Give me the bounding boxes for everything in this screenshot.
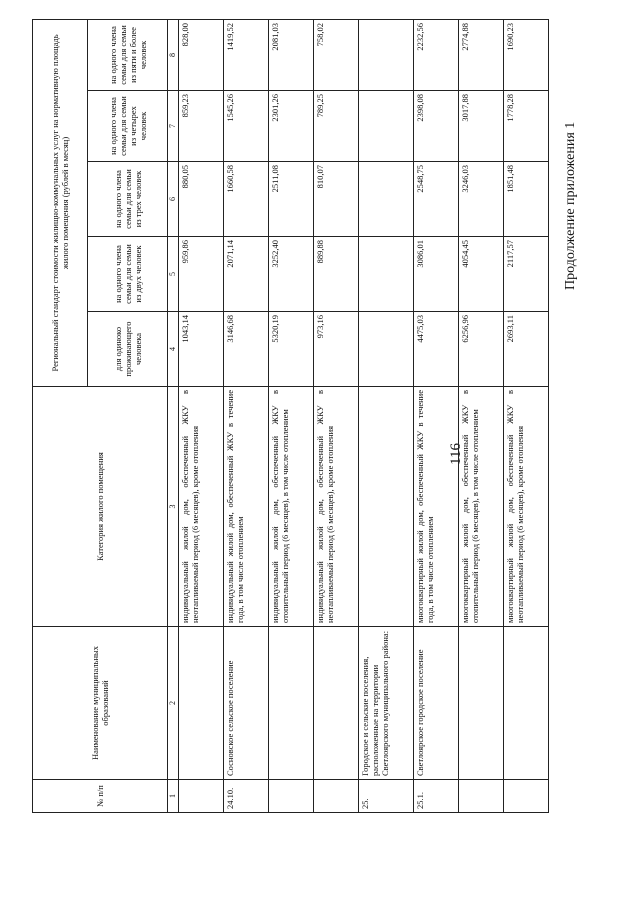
value-family-5: 2232,56 (414, 19, 459, 90)
header-single: для одиноко проживающего человека (88, 312, 168, 387)
row-category: индивидуальный жилой дом, обеспеченный ЖКУ в неотапливаемый период (6 месяцев), кроме отопления (179, 387, 224, 627)
value-single: 4475,03 (414, 312, 459, 387)
value-family-3: 1851,48 (504, 162, 549, 237)
regional-standard-table (32, 19, 549, 813)
row-no (314, 780, 359, 813)
row-municipality (179, 627, 224, 780)
table-row (359, 19, 414, 812)
table-row (224, 19, 269, 812)
row-category: индивидуальный жилой дом, обеспеченный ЖКУ в неотапливаемый период (6 месяцев), кроме отопления (314, 387, 359, 627)
value-family-3: 810,07 (314, 162, 359, 237)
value-single: 1043,14 (179, 312, 224, 387)
row-municipality (269, 627, 314, 780)
table-row (269, 19, 314, 812)
header-municipality: Наименование муниципальных образований (33, 627, 168, 780)
value-family-3: 2548,75 (414, 162, 459, 237)
value-family-2: 4054,45 (459, 237, 504, 312)
row-no: 25. (359, 780, 414, 813)
page-number: 116 (448, 443, 464, 465)
value-family-2: 959,86 (179, 237, 224, 312)
value-family-2 (359, 237, 414, 312)
header-standard-group: Региональный стандарт стоимости жилищно-коммунальных услуг на нормативную площадь жилого помещения (рублей в месяц) (33, 19, 88, 386)
value-family-2: 3086,01 (414, 237, 459, 312)
appendix-title: Продолжение приложения 1 (563, 121, 578, 290)
row-no: 24.10. (224, 780, 269, 813)
value-family-3 (359, 162, 414, 237)
table-row (314, 19, 359, 812)
value-family-5: 2774,88 (459, 19, 504, 90)
value-family-3: 880,05 (179, 162, 224, 237)
column-number: 3 (168, 387, 179, 627)
value-family-5 (359, 19, 414, 90)
header-family-3: на одного члена семьи для семьи из трех человек (88, 162, 168, 237)
row-category: индивидуальный жилой дом, обеспеченный ЖКУ в течение года, в том числе отоплением (224, 387, 269, 627)
row-category (359, 387, 414, 627)
row-category: многоквартирный жилой дом, обеспеченный ЖКУ в отопительный период (6 месяцев), в том числе отоплением (459, 387, 504, 627)
column-number: 6 (168, 162, 179, 237)
value-single: 973,16 (314, 312, 359, 387)
value-family-4: 3017,88 (459, 91, 504, 162)
row-municipality: Сосновское сельское поселение (224, 627, 269, 780)
row-municipality (504, 627, 549, 780)
header-family-5: на одного члена семьи для семьи из пяти и более человек (88, 19, 168, 90)
row-municipality: Светлоярское городское поселение (414, 627, 459, 780)
value-family-4: 2398,08 (414, 91, 459, 162)
value-family-4: 859,23 (179, 91, 224, 162)
value-single: 5320,19 (269, 312, 314, 387)
column-number: 4 (168, 312, 179, 387)
value-family-5: 828,00 (179, 19, 224, 90)
value-single: 2693,11 (504, 312, 549, 387)
value-single (359, 312, 414, 387)
column-number: 5 (168, 237, 179, 312)
value-family-3: 1660,58 (224, 162, 269, 237)
column-number: 2 (168, 627, 179, 780)
value-single: 3146,68 (224, 312, 269, 387)
row-no (179, 780, 224, 813)
row-category: многоквартирный жилой дом, обеспеченный ЖКУ в течение года, в том числе отоплением (414, 387, 459, 627)
row-no (504, 780, 549, 813)
header-family-2: на одного члена семьи для семьи из двух человек (88, 237, 168, 312)
value-family-5: 758,02 (314, 19, 359, 90)
table-row (179, 19, 224, 812)
row-no: 25.1. (414, 780, 459, 813)
value-family-2: 2071,14 (224, 237, 269, 312)
column-number: 1 (168, 780, 179, 813)
value-family-4: 789,25 (314, 91, 359, 162)
row-no (269, 780, 314, 813)
value-family-2: 889,88 (314, 237, 359, 312)
column-number: 7 (168, 91, 179, 162)
row-municipality (459, 627, 504, 780)
row-no (459, 780, 504, 813)
value-single: 6256,96 (459, 312, 504, 387)
row-municipality: Городское и сельские поселения, расположенные на территории Светлоярского муниципального района: (359, 627, 414, 780)
table-row (459, 19, 504, 812)
value-family-4: 1545,26 (224, 91, 269, 162)
table-row (504, 19, 549, 812)
value-family-4 (359, 91, 414, 162)
value-family-3: 3246,03 (459, 162, 504, 237)
value-family-4: 2301,26 (269, 91, 314, 162)
value-family-4: 1778,28 (504, 91, 549, 162)
header-category: Категория жилого помещения (33, 387, 168, 627)
table-row (414, 19, 459, 812)
value-family-3: 2511,08 (269, 162, 314, 237)
value-family-2: 2117,57 (504, 237, 549, 312)
header-family-4: на одного члена семьи для семьи из четырех человек (88, 91, 168, 162)
value-family-5: 1690,23 (504, 19, 549, 90)
row-municipality (314, 627, 359, 780)
row-category: индивидуальный жилой дом, обеспеченный ЖКУ в отопительный период (6 месяцев), в том числе отоплением (269, 387, 314, 627)
value-family-2: 3252,40 (269, 237, 314, 312)
column-number: 8 (168, 19, 179, 90)
header-no: № п/п (33, 780, 168, 813)
value-family-5: 2081,03 (269, 19, 314, 90)
value-family-5: 1419,52 (224, 19, 269, 90)
row-category: многоквартирный жилой дом, обеспеченный ЖКУ в неотапливаемый период (6 месяцев), кроме отопления (504, 387, 549, 627)
